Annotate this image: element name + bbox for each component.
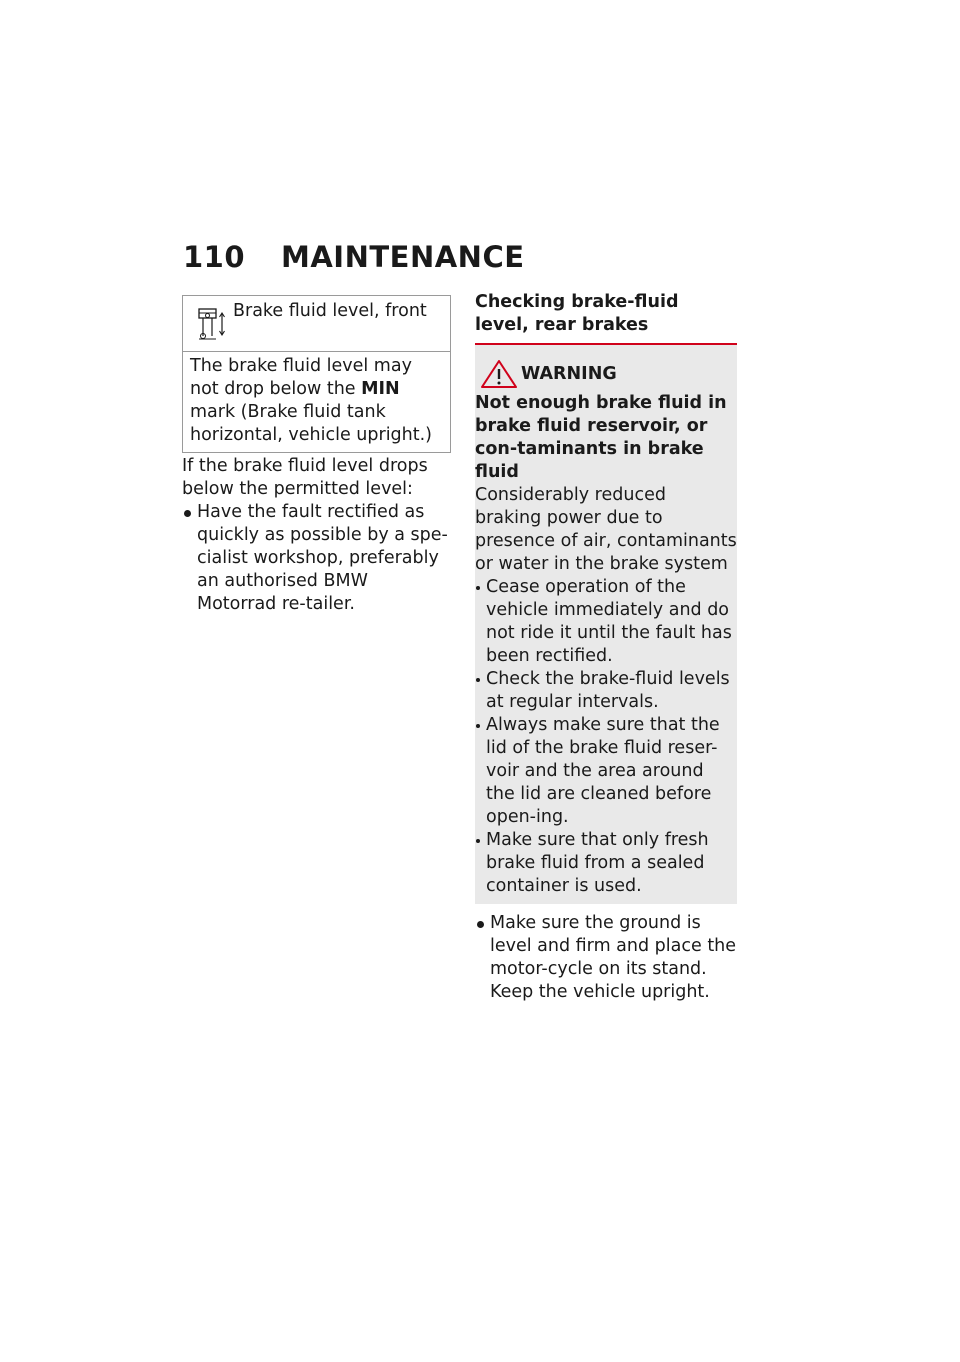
- warning-text: Considerably reduced braking power due to presence of air, contaminants or water in the brake system: [475, 485, 737, 574]
- brake-fluid-level-icon: [197, 306, 227, 342]
- info-box-label: Brake fluid level, front: [233, 301, 427, 321]
- section-title: MAINTENANCE: [281, 240, 525, 274]
- bullet-icon: [477, 921, 484, 928]
- left-column: [182, 295, 452, 616]
- page-number: 110: [183, 240, 246, 274]
- warning-list-item: [475, 668, 737, 714]
- paragraph: If the brake fluid level drops below the permitted level:: [182, 456, 428, 499]
- warning-triangle-icon: [480, 359, 518, 389]
- brake-fluid-info-box: [182, 295, 451, 453]
- info-text-part: The brake fluid level may not drop below the: [190, 356, 412, 399]
- bullet-icon: [476, 724, 480, 728]
- warning-list-item: [475, 576, 737, 668]
- right-column: [475, 291, 737, 1004]
- bullet-icon: [184, 510, 191, 517]
- bullet-icon: [476, 839, 480, 843]
- warning-item-text: Check the brake-fluid levels at regular intervals.: [486, 669, 730, 712]
- bullet-icon: [476, 586, 480, 590]
- warning-title-row: [475, 359, 737, 389]
- warning-headline: Not enough brake fluid in brake fluid reservoir, or con-taminants in brake fluid: [475, 393, 727, 482]
- warning-item-text: Make sure that only fresh brake fluid from a sealed container is used.: [486, 830, 709, 896]
- list-item: [182, 501, 452, 616]
- warning-box: [475, 345, 737, 904]
- warning-list-item: [475, 714, 737, 829]
- list-item-text: Make sure the ground is level and firm and place the motor-cycle on its stand. Keep the vehicle upright.: [490, 913, 737, 1002]
- warning-item-text: Cease operation of the vehicle immediately and do not ride it until the fault has been rectified.: [486, 577, 732, 666]
- info-box-header: [183, 296, 450, 352]
- min-mark-label: MIN: [361, 379, 400, 399]
- bullet-icon: [476, 678, 480, 682]
- info-text-part: mark (Brake fluid tank horizontal, vehicle upright.): [190, 402, 433, 445]
- list-item: [475, 912, 737, 1004]
- warning-list-item: [475, 829, 737, 898]
- info-box-text: [183, 352, 450, 452]
- warning-item-text: Always make sure that the lid of the brake fluid reser-voir and the area around the lid are cleaned before open-ing.: [486, 715, 720, 827]
- page-header: [183, 240, 525, 274]
- warning-title: WARNING: [521, 364, 617, 384]
- section-heading: Checking brake-fluid level, rear brakes: [475, 292, 679, 335]
- list-item-text: Have the fault rectified as quickly as possible by a spe-cialist workshop, preferably an authorised BMW Motorrad re-tailer.: [197, 502, 448, 614]
